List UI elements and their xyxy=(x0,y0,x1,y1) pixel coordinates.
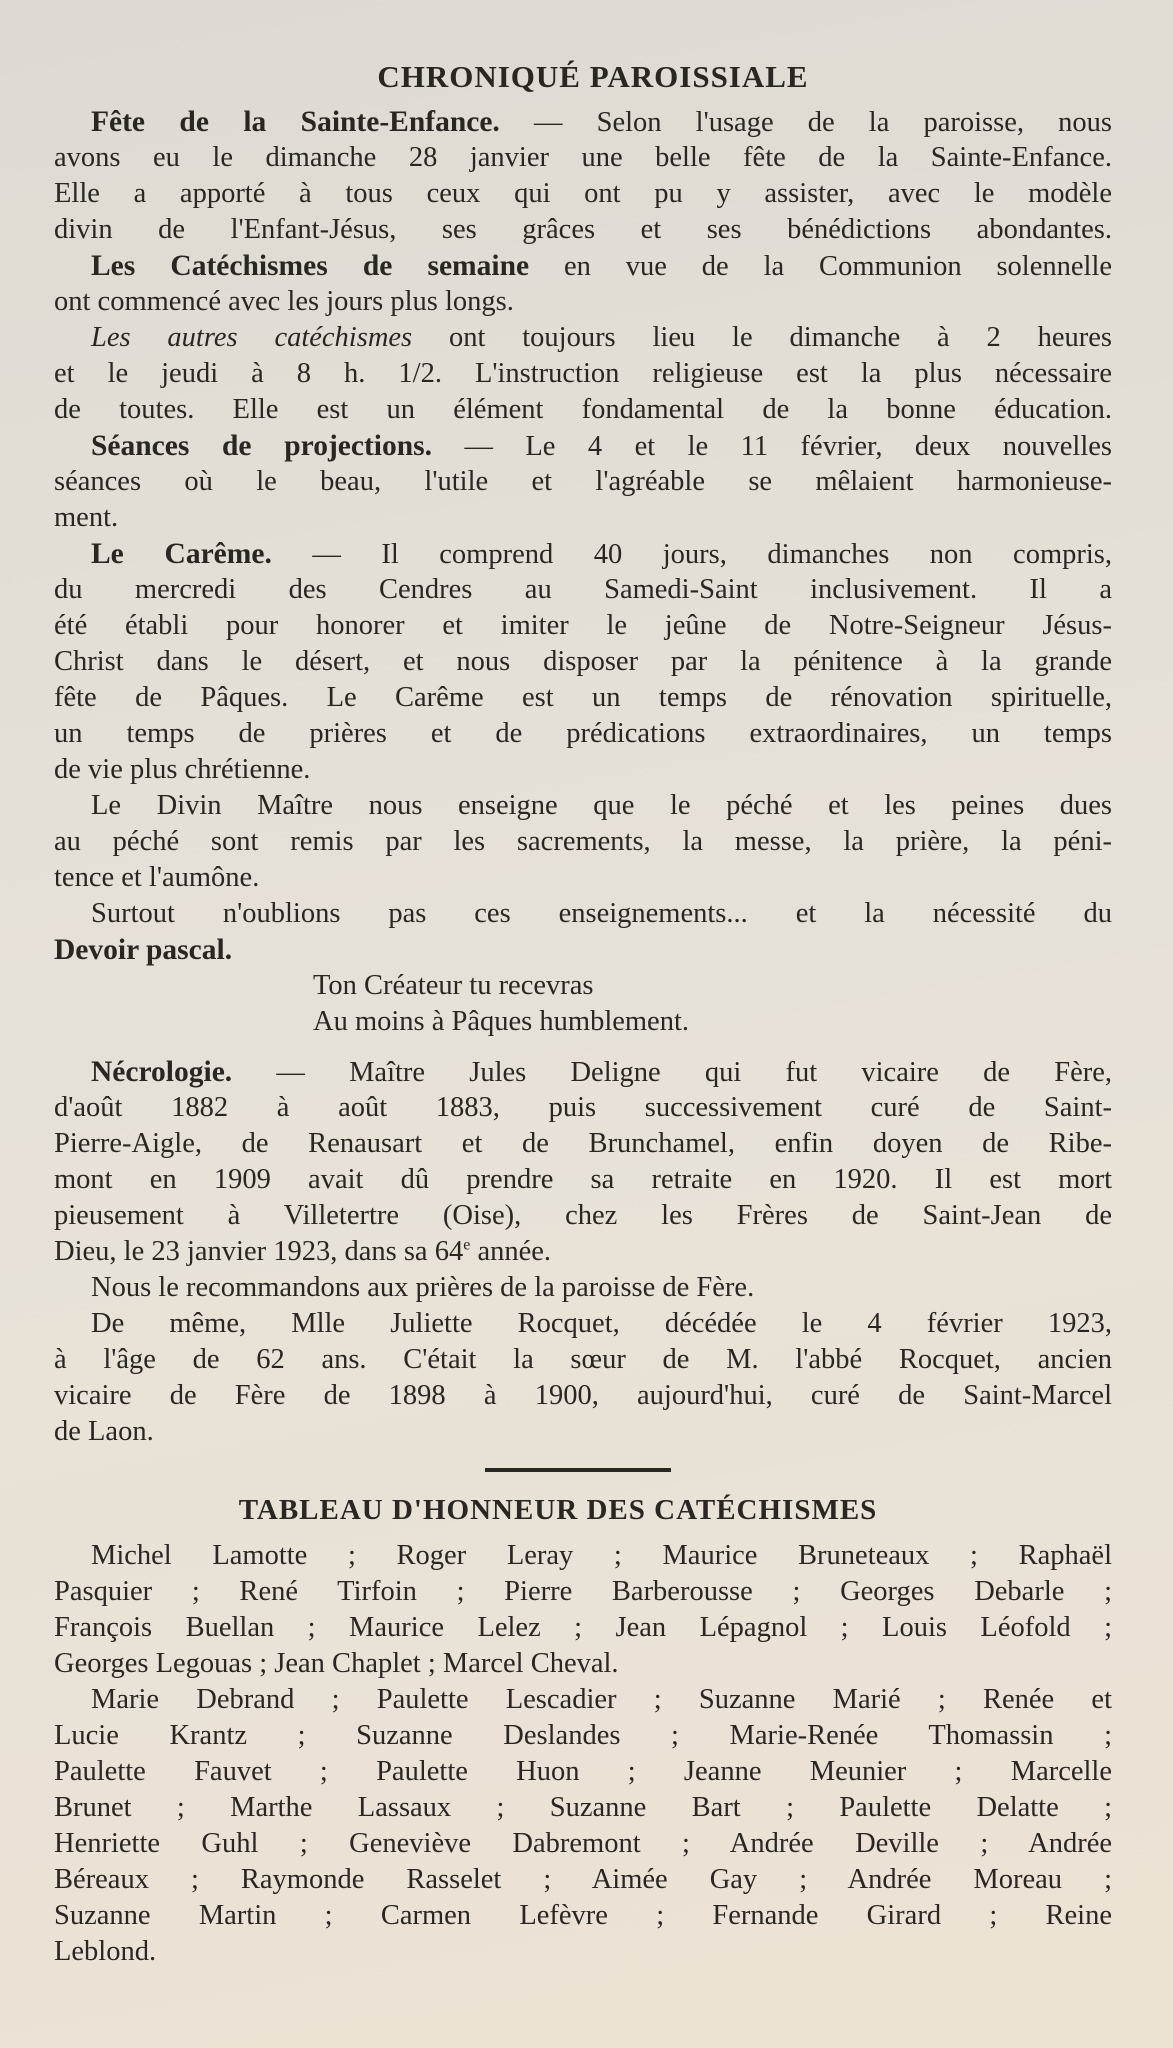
text-line: de Laon. xyxy=(54,1416,154,1447)
names-line: Leblond. xyxy=(54,1936,157,1967)
text-line: Surtout n'oublions pas ces enseignements... et la nécessité du xyxy=(91,898,1112,929)
text-line: pieusement à Villetertre (Oise), chez les Frères de Saint-Jean de xyxy=(54,1200,1112,1231)
paragraph-lead: Nécrologie. xyxy=(91,1056,233,1088)
text-line xyxy=(54,428,1112,464)
paragraph-recommandation xyxy=(54,1270,1112,1306)
text-line: tence et l'aumône. xyxy=(54,862,260,893)
text-line: au péché sont remis par les sacrements, la messe, la prière, la péni- xyxy=(54,826,1112,857)
text-line xyxy=(54,1234,1112,1270)
text-line: De même, Mlle Juliette Rocquet, décédée le 4 février 1923, xyxy=(91,1308,1112,1339)
paragraph-projections xyxy=(54,428,1112,536)
honor-list-girls xyxy=(54,1682,1112,1970)
verse-line: Ton Créateur tu recevras xyxy=(313,970,594,1001)
names-line: Lucie Krantz ; Suzanne Deslandes ; Marie-Renée Thomassin ; xyxy=(54,1720,1112,1751)
text-run: en vue de la Communion solennelle xyxy=(529,251,1113,282)
paragraph-lead: Le Carême. xyxy=(91,538,272,570)
verse-line: Au moins à Pâques humblement. xyxy=(313,1006,689,1037)
paragraph-careme xyxy=(54,536,1112,788)
text-line: avons eu le dimanche 28 janvier une belle fête de la Sainte-Enfance. xyxy=(54,142,1112,173)
names-line: Georges Legouas ; Jean Chaplet ; Marcel Cheval. xyxy=(54,1648,619,1679)
text-line: vicaire de Fère de 1898 à 1900, aujourd'hui, curé de Saint-Marcel xyxy=(54,1380,1112,1411)
text-line: à l'âge de 62 ans. C'était la sœur de M. l'abbé Rocquet, ancien xyxy=(54,1344,1112,1375)
names-line: Marie Debrand ; Paulette Lescadier ; Suzanne Marié ; Renée et xyxy=(91,1684,1112,1715)
text-run: année. xyxy=(470,1236,552,1267)
page-title: CHRONIQUÉ PAROISSIALE xyxy=(377,59,809,94)
text-line xyxy=(54,1054,1112,1090)
text-line: ment. xyxy=(54,502,119,533)
text-line xyxy=(54,248,1112,284)
names-line: Michel Lamotte ; Roger Leray ; Maurice Bruneteaux ; Raphaël xyxy=(91,1540,1112,1571)
paragraph-divin-maitre xyxy=(54,788,1112,896)
text-run: — Il comprend 40 jours, dimanches non compris, xyxy=(271,539,1113,570)
text-run: ont toujours lieu le dimanche à 2 heures xyxy=(412,322,1113,353)
text-line: de vie plus chrétienne. xyxy=(54,754,311,785)
text-line: Le Divin Maître nous enseigne que le péché et les peines dues xyxy=(91,790,1112,821)
text-line: Pierre-Aigle, de Renausart et de Brunchamel, enfin doyen de Ribe- xyxy=(54,1128,1112,1159)
text-line: séances où le beau, l'utile et l'agréable se mêlaient harmonieuse- xyxy=(54,466,1112,497)
verse xyxy=(54,968,1112,1040)
names-line: Béreaux ; Raymonde Rasselet ; Aimée Gay ; Andrée Moreau ; xyxy=(54,1864,1112,1895)
text-line: mont en 1909 avait dû prendre sa retraite en 1920. Il est mort xyxy=(54,1164,1112,1195)
text-run: — Maître Jules Deligne qui fut vicaire de Fère, xyxy=(232,1057,1112,1088)
text-line xyxy=(54,536,1112,572)
names-line: Suzanne Martin ; Carmen Lefèvre ; Fernande Girard ; Reine xyxy=(54,1900,1112,1931)
honor-list-boys xyxy=(54,1538,1112,1682)
names-line: Brunet ; Marthe Lassaux ; Suzanne Bart ; Paulette Delatte ; xyxy=(54,1792,1112,1823)
paragraph-rocquet xyxy=(54,1306,1112,1450)
paragraph-lead: Devoir pascal. xyxy=(54,934,233,966)
text-line xyxy=(54,932,1112,968)
text-line xyxy=(54,320,1112,356)
text-line: de toutes. Elle est un élément fondamental de la bonne éducation. xyxy=(54,394,1112,425)
text-line: Nous le recommandons aux prières de la paroisse de Fère. xyxy=(91,1272,755,1303)
text-line: Christ dans le désert, et nous disposer par la pénitence à la grande xyxy=(54,646,1112,677)
text-line: Elle a apporté à tous ceux qui ont pu y assister, avec le modèle xyxy=(54,178,1112,209)
paragraph-autres-catechismes xyxy=(54,320,1112,428)
text-line: divin de l'Enfant-Jésus, ses grâces et ses bénédictions abondantes. xyxy=(54,214,1112,245)
text-line: d'août 1882 à août 1883, puis successivement curé de Saint- xyxy=(54,1092,1112,1123)
text-line: un temps de prières et de prédications extraordinaires, un temps xyxy=(54,718,1112,749)
text-run: — Selon l'usage de la paroisse, nous xyxy=(499,107,1112,138)
superscript: e xyxy=(463,1236,471,1254)
paragraph-lead: Fête de la Sainte-Enfance. xyxy=(91,106,500,138)
text-line: fête de Pâques. Le Carême est un temps de rénovation spirituelle, xyxy=(54,682,1112,713)
text-run: — Le 4 et le 11 février, deux nouvelles xyxy=(432,431,1113,462)
names-line: François Buellan ; Maurice Lelez ; Jean Lépagnol ; Louis Léofold ; xyxy=(54,1612,1112,1643)
text-line: du mercredi des Cendres au Samedi-Saint inclusivement. Il a xyxy=(54,574,1112,605)
text-run: Dieu, le 23 janvier 1923, dans sa 64 xyxy=(54,1236,464,1267)
paragraph-lead: Séances de projections. xyxy=(91,430,432,462)
names-line: Pasquier ; René Tirfoin ; Pierre Barberousse ; Georges Debarle ; xyxy=(54,1576,1112,1607)
section-heading: TABLEAU D'HONNEUR DES CATÉCHISMES xyxy=(238,1494,878,1526)
paragraph-sainte-enfance xyxy=(54,104,1112,248)
text-line: ont commencé avec les jours plus longs. xyxy=(54,286,514,317)
paragraph-lead: Les autres catéchismes xyxy=(91,322,413,353)
text-line xyxy=(54,104,1112,140)
paragraph-necrologie xyxy=(54,1054,1112,1270)
section-divider xyxy=(485,1468,671,1472)
paragraph-lead: Les Catéchismes de semaine xyxy=(91,250,530,282)
names-line: Henriette Guhl ; Geneviève Dabremont ; Andrée Deville ; Andrée xyxy=(54,1828,1112,1859)
text-line: été établi pour honorer et imiter le jeûne de Notre-Seigneur Jésus- xyxy=(54,610,1112,641)
paragraph-devoir-pascal xyxy=(54,896,1112,968)
text-line: et le jeudi à 8 h. 1/2. L'instruction religieuse est la plus nécessaire xyxy=(54,358,1112,389)
names-line: Paulette Fauvet ; Paulette Huon ; Jeanne Meunier ; Marcelle xyxy=(54,1756,1112,1787)
paragraph-catechismes-semaine xyxy=(54,248,1112,320)
